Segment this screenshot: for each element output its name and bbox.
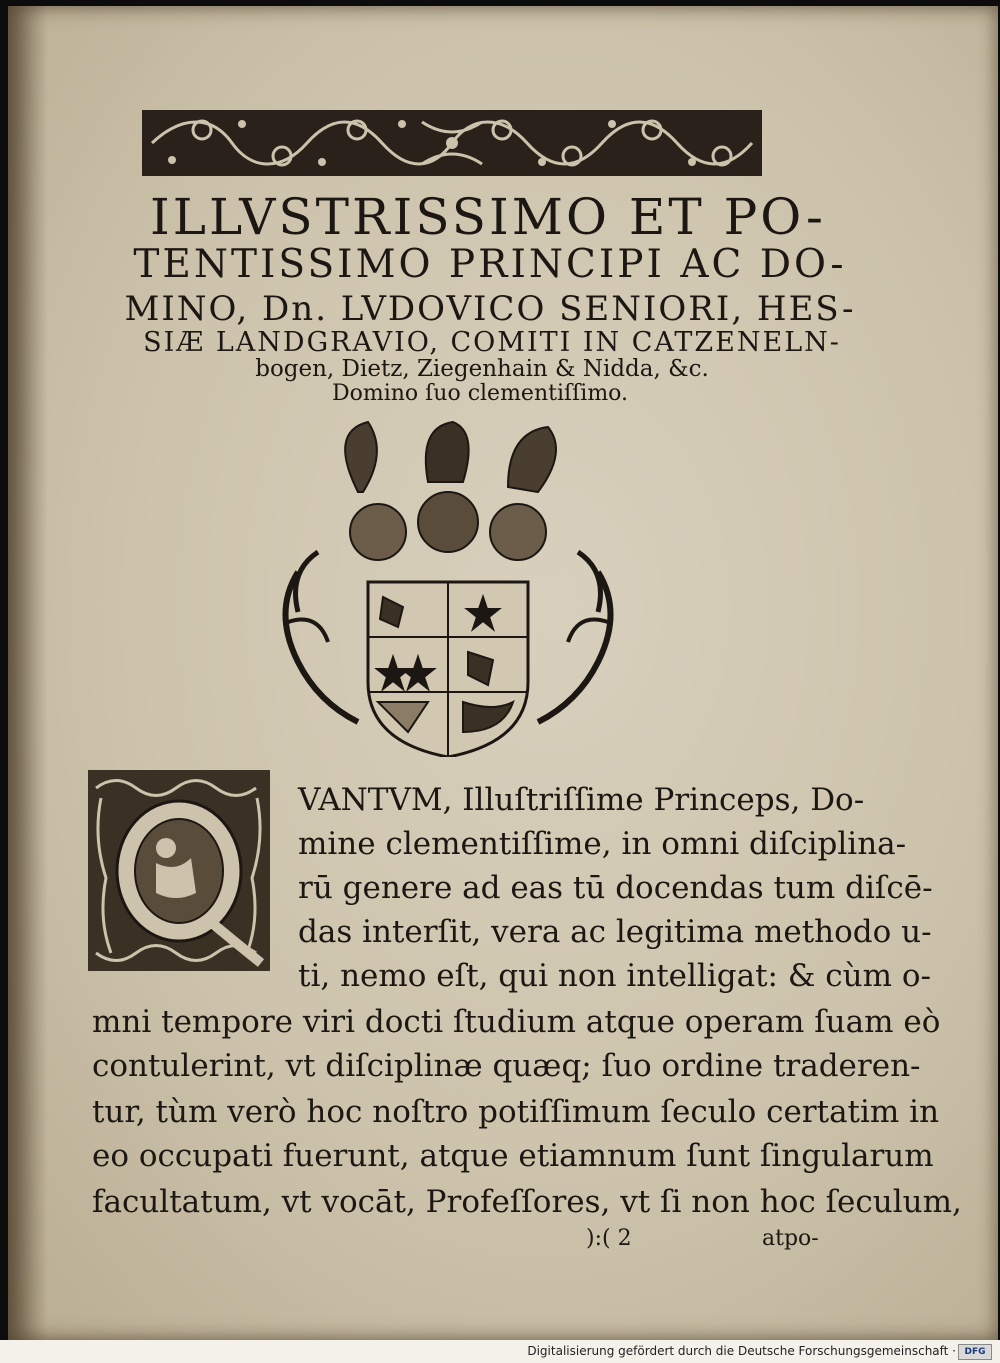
body-line: rū genere ad eas tū docendas tum diſcē- [298,870,933,906]
heading-line-6: Domino ſuo clementiſſimo. [331,381,629,406]
body-line: contulerint, vt diſciplinæ quæq; ſuo ordine traderen- [92,1048,921,1084]
body-line: facultatum, vt vocāt, Profeſſores, vt ſi non hoc ſeculum, [92,1184,962,1220]
heading-line-4: SIÆ LANDGRAVIO, COMITI IN CATZENELN- [143,327,841,358]
catchword: atpo- [762,1226,819,1251]
signature-mark: ):( 2 [586,1226,632,1251]
heading-line-2: TENTISSIMO PRINCIPI AC DO- [133,242,847,287]
decorated-initial-Q [86,768,272,973]
heading-line-3: MINO, Dn. LVDOVICO SENIORI, HES- [124,289,856,329]
body-line: tur, tùm verò hoc noſtro potiſſimum ſeculo certatim in [92,1094,940,1130]
body-line: mine clementiſſime, in omni diſciplina- [298,826,907,862]
ornamental-headpiece [142,110,762,176]
body-line: eo occupati fuerunt, atque etiamnum ſunt ſingularum [92,1138,934,1174]
dfg-logo: DFG [958,1344,992,1360]
body-line: ti, nemo eſt, qui non intelligat: & cùm o- [298,958,931,994]
body-line: VANTVM, Illuſtriſſime Princeps, Do- [298,782,865,818]
funding-credit: Digitalisierung gefördert durch die Deutsche Forschungsgemeinschaft · [527,1344,956,1358]
body-line: das interſit, vera ac legitima methodo u- [298,914,932,950]
body-line: mni tempore viri docti ſtudium atque operam ſuam eò [92,1004,941,1040]
footer-bar [0,1340,1000,1363]
heading-line-1: ILLVSTRISSIMO ET PO- [150,188,826,246]
coat-of-arms-woodcut [268,412,628,757]
heading-line-5: bogen, Dietz, Ziegenhain & Nidda, &c. [255,356,709,382]
